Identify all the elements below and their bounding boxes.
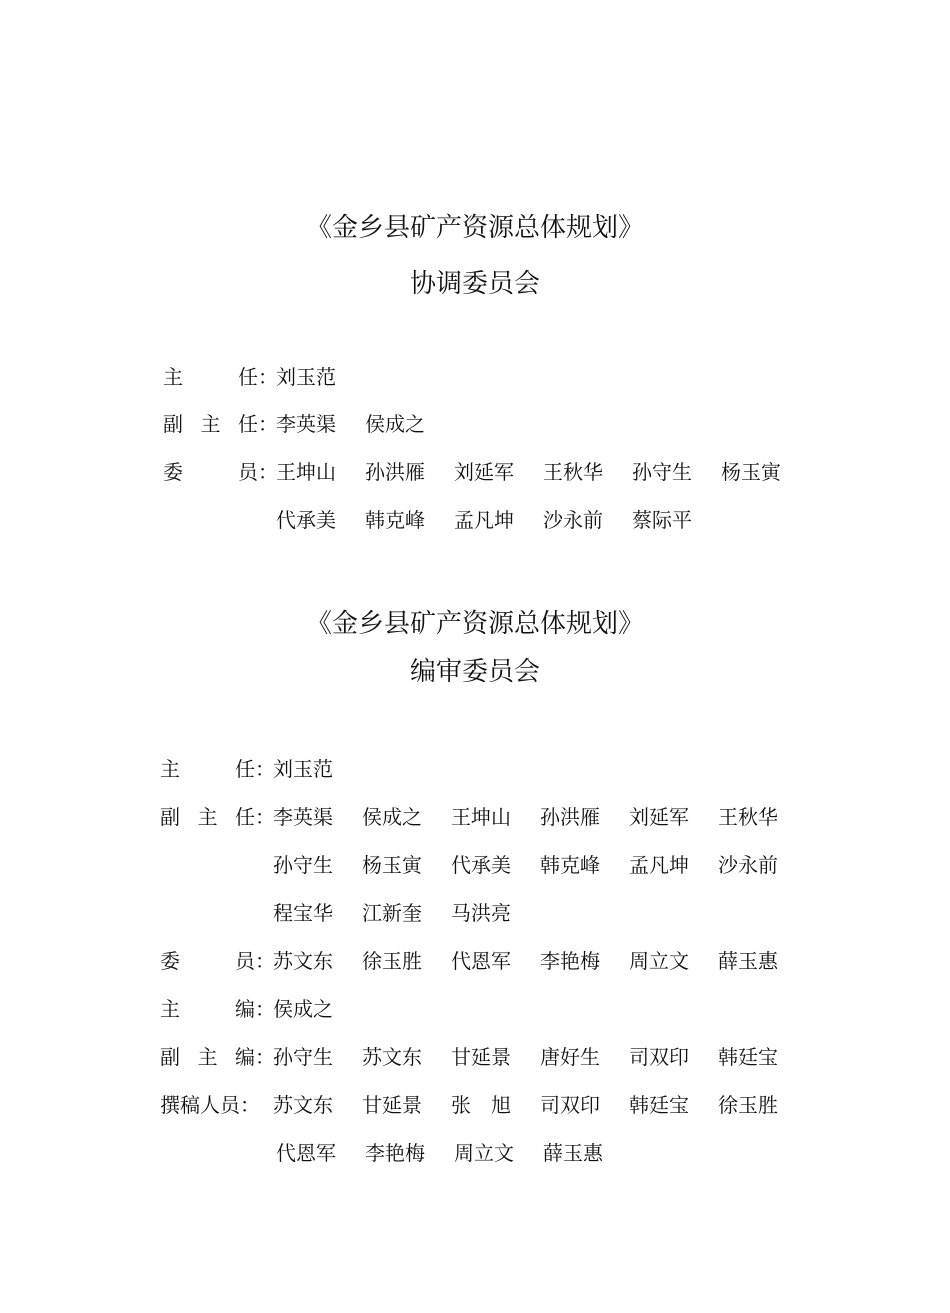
role-label: 副 主 任：	[163, 412, 278, 436]
person-name: 徐玉胜	[362, 949, 422, 973]
person-name: 代承美	[451, 853, 511, 877]
person-name: 侯成之	[365, 412, 425, 436]
person-name: 徐玉胜	[718, 1093, 778, 1117]
person-name: 周立文	[629, 949, 689, 973]
person-name: 司双印	[540, 1093, 600, 1117]
role-label: 主 任：	[163, 365, 278, 389]
person-name: 李艳梅	[365, 1141, 425, 1165]
person-name: 王坤山	[276, 460, 336, 484]
name-list	[273, 754, 339, 784]
person-name: 孟凡坤	[454, 508, 514, 532]
person-name: 代恩军	[451, 949, 511, 973]
section2-title-line1: 《金乡县矿产资源总体规划》	[305, 609, 644, 639]
name-list	[273, 946, 784, 976]
name-list	[276, 1138, 609, 1168]
person-name: 王秋华	[543, 460, 603, 484]
person-name: 代恩军	[276, 1141, 336, 1165]
person-name: 李英渠	[273, 805, 333, 829]
role-label: 副 主 编：	[160, 1045, 275, 1069]
person-name: 韩克峰	[540, 853, 600, 877]
person-name: 李英渠	[276, 412, 336, 436]
person-name: 周立文	[454, 1141, 514, 1165]
person-name: 代承美	[276, 508, 336, 532]
person-name: 唐好生	[540, 1045, 600, 1069]
person-name: 王秋华	[718, 805, 778, 829]
name-list	[276, 505, 698, 535]
role-label: 副 主 任：	[160, 805, 275, 829]
name-list	[273, 994, 339, 1024]
person-name: 孙守生	[273, 853, 333, 877]
person-name: 侯成之	[273, 997, 333, 1021]
person-name: 韩克峰	[365, 508, 425, 532]
person-name: 韩廷宝	[629, 1093, 689, 1117]
person-name: 沙永前	[543, 508, 603, 532]
name-list	[276, 409, 431, 439]
name-list	[273, 850, 784, 880]
name-list	[273, 898, 517, 928]
person-name: 孙洪雁	[365, 460, 425, 484]
person-name: 王坤山	[451, 805, 511, 829]
name-list	[276, 362, 342, 392]
section1-title-line1: 《金乡县矿产资源总体规划》	[305, 213, 644, 243]
role-label: 撰稿人员：	[160, 1093, 260, 1117]
role-label: 主 编：	[160, 997, 275, 1021]
person-name: 杨玉寅	[362, 853, 422, 877]
person-name: 苏文东	[273, 1093, 333, 1117]
person-name: 司双印	[629, 1045, 689, 1069]
role-label: 委 员：	[163, 460, 278, 484]
section2-title-line2: 编审委员会	[409, 657, 540, 687]
person-name: 薛玉惠	[718, 949, 778, 973]
name-list	[273, 802, 784, 832]
name-list	[276, 457, 787, 487]
person-name: 甘延景	[451, 1045, 511, 1069]
person-name: 苏文东	[362, 1045, 422, 1069]
person-name: 孙守生	[632, 460, 692, 484]
person-name: 侯成之	[362, 805, 422, 829]
person-name: 韩廷宝	[718, 1045, 778, 1069]
role-label: 主 任：	[160, 757, 275, 781]
person-name: 孙洪雁	[540, 805, 600, 829]
person-name: 孙守生	[273, 1045, 333, 1069]
person-name: 孟凡坤	[629, 853, 689, 877]
person-name: 刘玉范	[273, 757, 333, 781]
person-name: 刘延军	[629, 805, 689, 829]
person-name: 李艳梅	[540, 949, 600, 973]
person-name: 苏文东	[273, 949, 333, 973]
person-name: 杨玉寅	[721, 460, 781, 484]
person-name: 沙永前	[718, 853, 778, 877]
role-label: 委 员：	[160, 949, 275, 973]
name-list	[273, 1042, 784, 1072]
person-name: 刘玉范	[276, 365, 336, 389]
person-name: 蔡际平	[632, 508, 692, 532]
person-name: 刘延军	[454, 460, 514, 484]
section1-title-line2: 协调委员会	[409, 269, 540, 299]
person-name: 江新奎	[362, 901, 422, 925]
person-name: 薛玉惠	[543, 1141, 603, 1165]
person-name: 张 旭	[451, 1093, 511, 1117]
person-name: 甘延景	[362, 1093, 422, 1117]
person-name: 马洪亮	[451, 901, 511, 925]
name-list	[273, 1090, 784, 1120]
person-name: 程宝华	[273, 901, 333, 925]
